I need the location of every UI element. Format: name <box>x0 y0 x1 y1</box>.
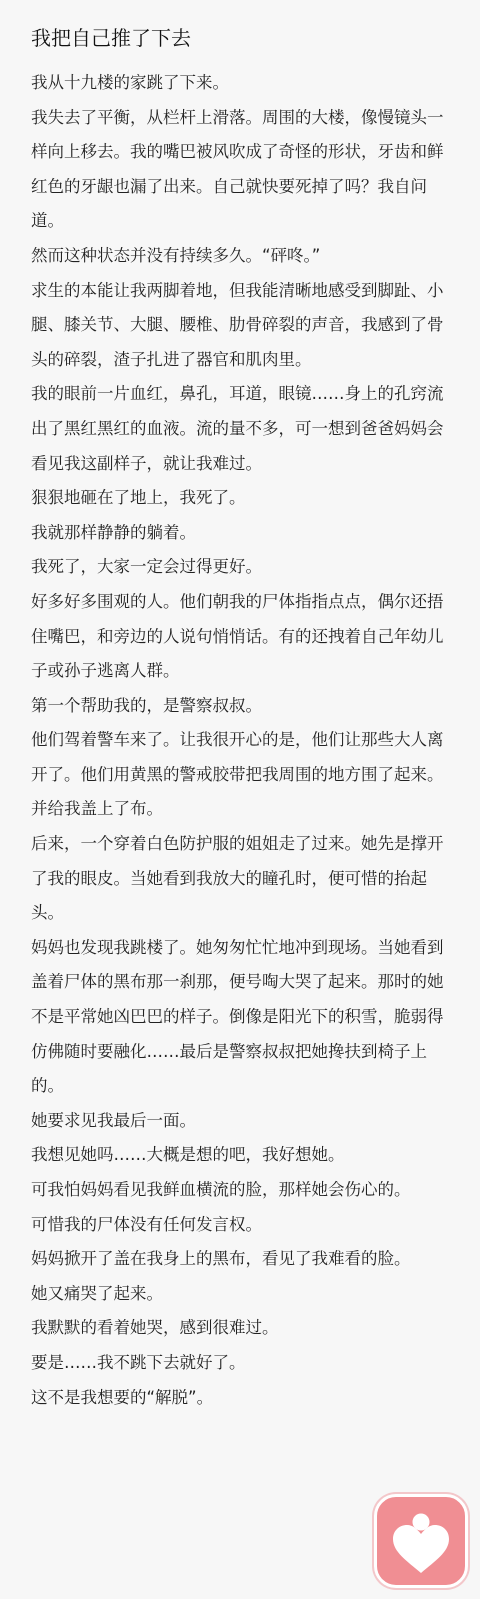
app-badge[interactable] <box>374 1494 468 1588</box>
paragraph: 我的眼前一片血红，鼻孔，耳道，眼镜……身上的孔窍流出了黑红黑红的血液。流的量不多，可一想到爸爸妈妈会看见我这副样子，就让我难过。 <box>31 384 444 473</box>
article-title: 我把自己推了下去 <box>31 26 191 50</box>
paragraph: 可我怕妈妈看见我鲜血横流的脸，那样她会伤心的。 <box>31 1180 411 1199</box>
paragraph: 好多好多围观的人。他们朝我的尸体指指点点，偶尔还捂住嘴巴，和旁边的人说句悄悄话。有的还拽着自己年幼儿子或孙子逃离人群。 <box>31 591 444 681</box>
paragraph: 我失去了平衡，从栏杆上滑落。周围的大楼，像慢镜头一样向上移去。我的嘴巴被风吹成了奇怪的形状，牙齿和鲜红色的牙龈也漏了出来。自己就快要死掉了吗？我自问道。 <box>31 107 444 231</box>
paragraph: 妈妈也发现我跳楼了。她匆匆忙忙地冲到现场。当她看到盖着尸体的黑布那一刹那，便号啕大哭了起来。那时的她不是平常她凶巴巴的样子。倒像是阳光下的积雪，脆弱得仿佛随时要融化……最后是警察叔叔把她搀扶到椅子上的。 <box>31 937 444 1096</box>
paragraph: 我就那样静静的躺着。 <box>31 522 196 542</box>
paragraph: 狠狠地砸在了地上，我死了。 <box>31 488 246 508</box>
paragraph: 可惜我的尸体没有任何发言权。 <box>31 1214 262 1234</box>
heart-person-icon <box>377 1497 465 1585</box>
paragraph: 要是……我不跳下去就好了。 <box>31 1352 246 1372</box>
paragraph: 第一个帮助我的，是警察叔叔。 <box>31 695 262 715</box>
article-body <box>31 66 451 1415</box>
paragraph: 这不是我想要的“解脱”。 <box>31 1387 214 1407</box>
paragraph: 她要求见我最后一面。 <box>31 1110 196 1130</box>
paragraph: 她又痛哭了起来。 <box>31 1283 163 1303</box>
paragraph: 我想见她吗……大概是想的吧，我好想她。 <box>31 1145 345 1165</box>
paragraph: 他们驾着警车来了。让我很开心的是，他们让那些大人离开了。他们用黄黑的警戒胶带把我周围的地方围了起来。并给我盖上了布。 <box>31 730 444 819</box>
paragraph: 求生的本能让我两脚着地，但我能清晰地感受到脚趾、小腿、膝关节、大腿、腰椎、肋骨碎裂的声音，我感到了骨头的碎裂，渣子扎进了器官和肌肉里。 <box>31 280 444 369</box>
paragraph: 后来，一个穿着白色防护服的姐姐走了过来。她先是撑开了我的眼皮。当她看到我放大的瞳孔时，便可惜的抬起头。 <box>31 834 444 923</box>
paragraph: 我从十九楼的家跳了下来。 <box>31 73 229 92</box>
paragraph: 我默默的看着她哭，感到很难过。 <box>31 1318 279 1338</box>
paragraph: 我死了，大家一定会过得更好。 <box>31 557 262 577</box>
paragraph: 妈妈掀开了盖在我身上的黑布，看见了我难看的脸。 <box>31 1249 411 1269</box>
paragraph: 然而这种状态并没有持续多久。“砰咚。” <box>31 245 321 265</box>
article <box>31 22 451 1415</box>
